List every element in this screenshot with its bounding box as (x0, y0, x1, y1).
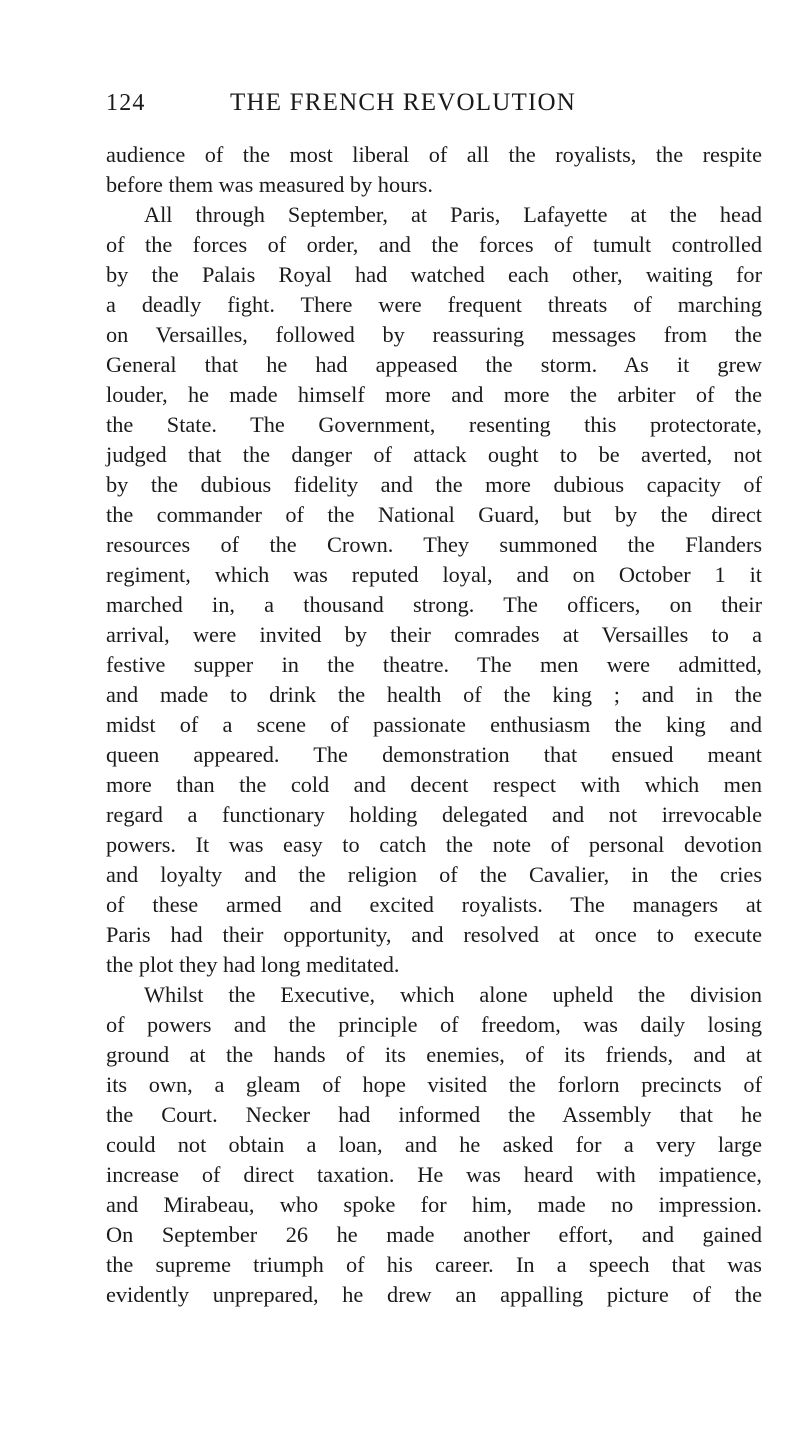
text-line: a deadly fight. There were frequent threats of marching (106, 292, 762, 317)
text-line: regiment, which was reputed loyal, and on October 1 it (106, 562, 762, 587)
text-line: ground at the hands of its enemies, of its friends, and at (106, 1042, 762, 1067)
text-line: Paris had their opportunity, and resolved at once to execute (106, 922, 762, 947)
running-head (106, 86, 766, 120)
text-line: and loyalty and the religion of the Cavalier, in the cries (106, 862, 762, 887)
text-line: the supreme triumph of his career. In a speech that was (106, 1252, 762, 1277)
book-title: THE FRENCH REVOLUTION (230, 89, 577, 116)
text-line: evidently unprepared, he drew an appalling picture of the (106, 1282, 762, 1307)
page-number: 124 (106, 90, 146, 116)
text-line: more than the cold and decent respect with which men (106, 772, 762, 797)
text-line: General that he had appeased the storm. As it grew (106, 352, 762, 377)
text-line: on Versailles, followed by reassuring messages from the (106, 322, 762, 347)
text-line: midst of a scene of passionate enthusiasm the king and (106, 712, 762, 737)
text-line: louder, he made himself more and more the arbiter of the (106, 382, 762, 407)
text-line: by the Palais Royal had watched each other, waiting for (106, 262, 762, 287)
text-line: powers. It was easy to catch the note of personal devotion (106, 832, 762, 857)
text-line: judged that the danger of attack ought to be averted, not (106, 442, 762, 467)
text-line: audience of the most liberal of all the royalists, the respite (106, 142, 762, 167)
text-line: increase of direct taxation. He was heard with impatience, (106, 1162, 762, 1187)
text-line: the plot they had long meditated. (106, 952, 400, 977)
text-line: On September 26 he made another effort, and gained (106, 1222, 762, 1247)
text-line: festive supper in the theatre. The men were admitted, (106, 652, 762, 677)
text-line: Whilst the Executive, which alone upheld the division (144, 982, 762, 1007)
text-line: of these armed and excited royalists. The managers at (106, 892, 762, 917)
text-line: queen appeared. The demonstration that ensued meant (106, 742, 762, 767)
text-line: by the dubious fidelity and the more dubious capacity of (106, 472, 762, 497)
text-line: before them was measured by hours. (106, 172, 433, 197)
text-line: the commander of the National Guard, but by the direct (106, 502, 762, 527)
text-line: and made to drink the health of the king ; and in the (106, 682, 762, 707)
text-line: and Mirabeau, who spoke for him, made no impression. (106, 1192, 762, 1217)
text-line: its own, a gleam of hope visited the forlorn precincts of (106, 1072, 762, 1097)
text-line: marched in, a thousand strong. The officers, on their (106, 592, 762, 617)
text-line: the Court. Necker had informed the Assembly that he (106, 1102, 762, 1127)
text-line: could not obtain a loan, and he asked for a very large (106, 1132, 762, 1157)
text-line: the State. The Government, resenting this protectorate, (106, 412, 762, 437)
text-line: resources of the Crown. They summoned the Flanders (106, 532, 762, 557)
text-line: regard a functionary holding delegated and not irrevocable (106, 802, 762, 827)
text-line: arrival, were invited by their comrades at Versailles to a (106, 622, 762, 647)
text-line: of the forces of order, and the forces of tumult controlled (106, 232, 762, 257)
text-line: All through September, at Paris, Lafayette at the head (144, 202, 762, 227)
text-line: of powers and the principle of freedom, was daily losing (106, 1012, 762, 1037)
